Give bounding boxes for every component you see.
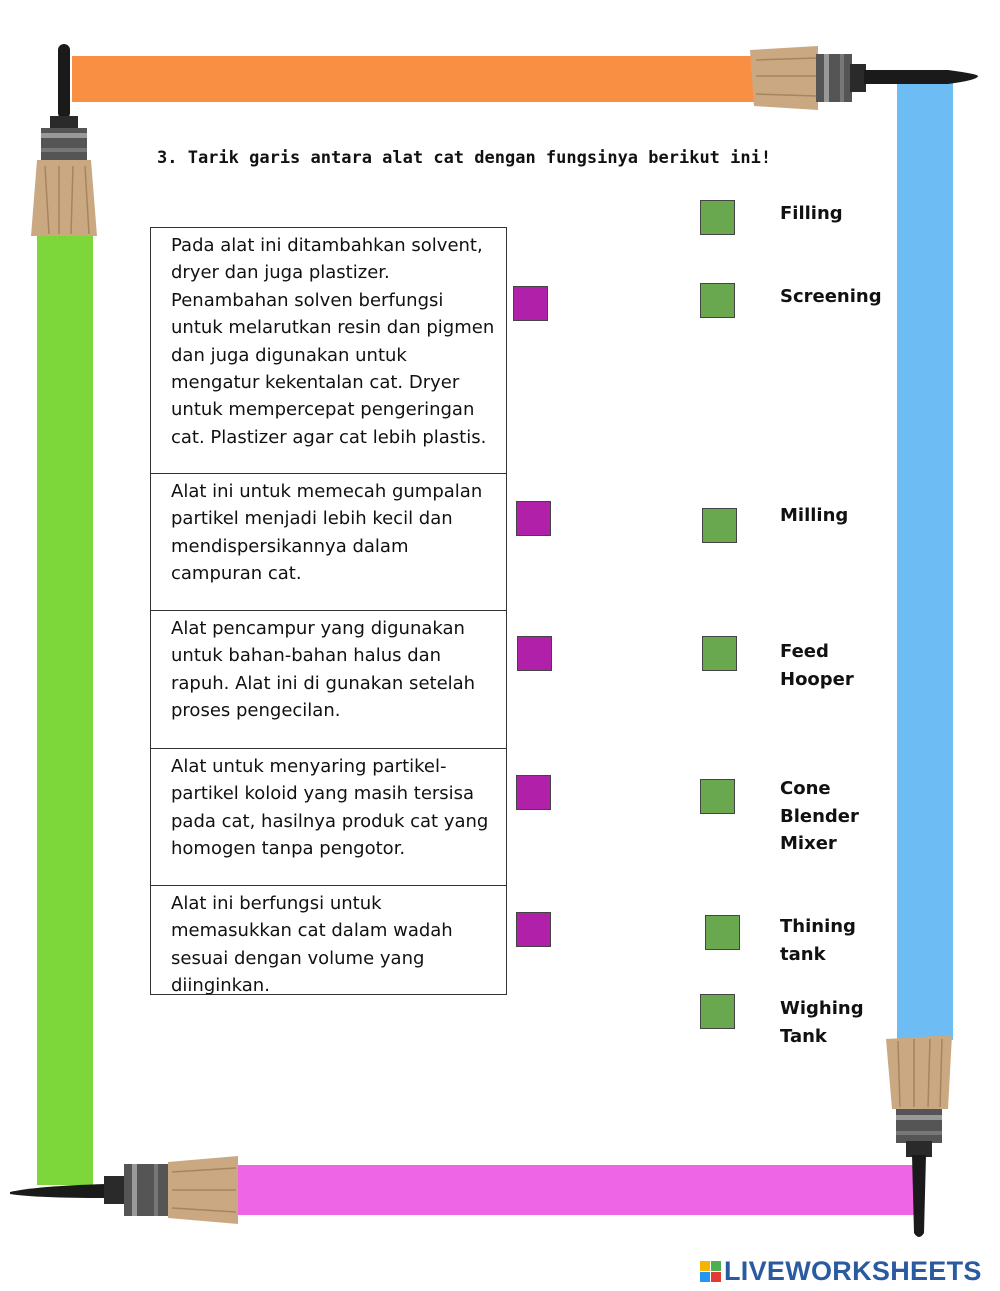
description-cell: Alat untuk menyaring partikel-partikel koloid yang masih tersisa pada cat, hasilnya produk cat yang homogen tanpa pengotor. (151, 749, 506, 886)
match-dot-left[interactable] (513, 286, 548, 321)
liveworksheets-logo[interactable] (700, 1254, 982, 1288)
frame-stripe-left (37, 230, 93, 1185)
paint-brush-icon (748, 44, 983, 114)
match-dot-left[interactable] (516, 912, 551, 947)
answer-label: Filling (780, 203, 843, 224)
description-cell: Pada alat ini ditambahkan solvent, dryer dan juga plastizer. Penambahan solven berfungsi untuk melarutkan resin dan pigmen dan juga digunakan untuk mengatur kekentalan cat. Dryer untuk mempercepat pengeringan cat. Plastizer agar cat lebih plastis. (151, 228, 506, 474)
match-dot-right[interactable] (700, 994, 735, 1029)
frame-stripe-top (72, 56, 792, 102)
match-dot-right[interactable] (705, 915, 740, 950)
match-dot-right[interactable] (700, 200, 735, 235)
liveworksheets-logo-icon (700, 1261, 721, 1282)
match-dot-left[interactable] (516, 501, 551, 536)
match-dot-right[interactable] (702, 636, 737, 671)
answer-label: Cone Blender Mixer (780, 778, 859, 854)
paint-brush-icon (25, 36, 105, 241)
answer-label: Screening (780, 286, 882, 307)
answer-label: Wighing Tank (780, 998, 864, 1047)
answer-label: Milling (780, 505, 849, 526)
question-title: 3. Tarik garis antara alat cat dengan fungsinya berikut ini! (157, 148, 772, 168)
frame-stripe-bottom (235, 1165, 915, 1215)
match-dot-right[interactable] (702, 508, 737, 543)
match-dot-right[interactable] (700, 283, 735, 318)
answer-label: Thining tank (780, 916, 856, 965)
match-dot-left[interactable] (517, 636, 552, 671)
description-table (150, 227, 507, 995)
description-cell: Alat ini berfungsi untuk memasukkan cat dalam wadah sesuai dengan volume yang diinginkan. (171, 893, 453, 997)
answer-label: Feed Hooper (780, 641, 854, 690)
description-cell: Alat pencampur yang digunakan untuk bahan-bahan halus dan rapuh. Alat ini di gunakan setelah proses pengecilan. (151, 611, 506, 749)
match-dot-right[interactable] (700, 779, 735, 814)
paint-brush-icon (880, 1033, 960, 1243)
match-dot-left[interactable] (516, 775, 551, 810)
frame-stripe-right (897, 80, 953, 1040)
logo-text: LIVEWORKSHEETS (724, 1255, 982, 1286)
paint-brush-icon (6, 1152, 241, 1227)
description-cell: Alat ini untuk memecah gumpalan partikel menjadi lebih kecil dan mendispersikannya dalam campuran cat. (151, 474, 506, 611)
